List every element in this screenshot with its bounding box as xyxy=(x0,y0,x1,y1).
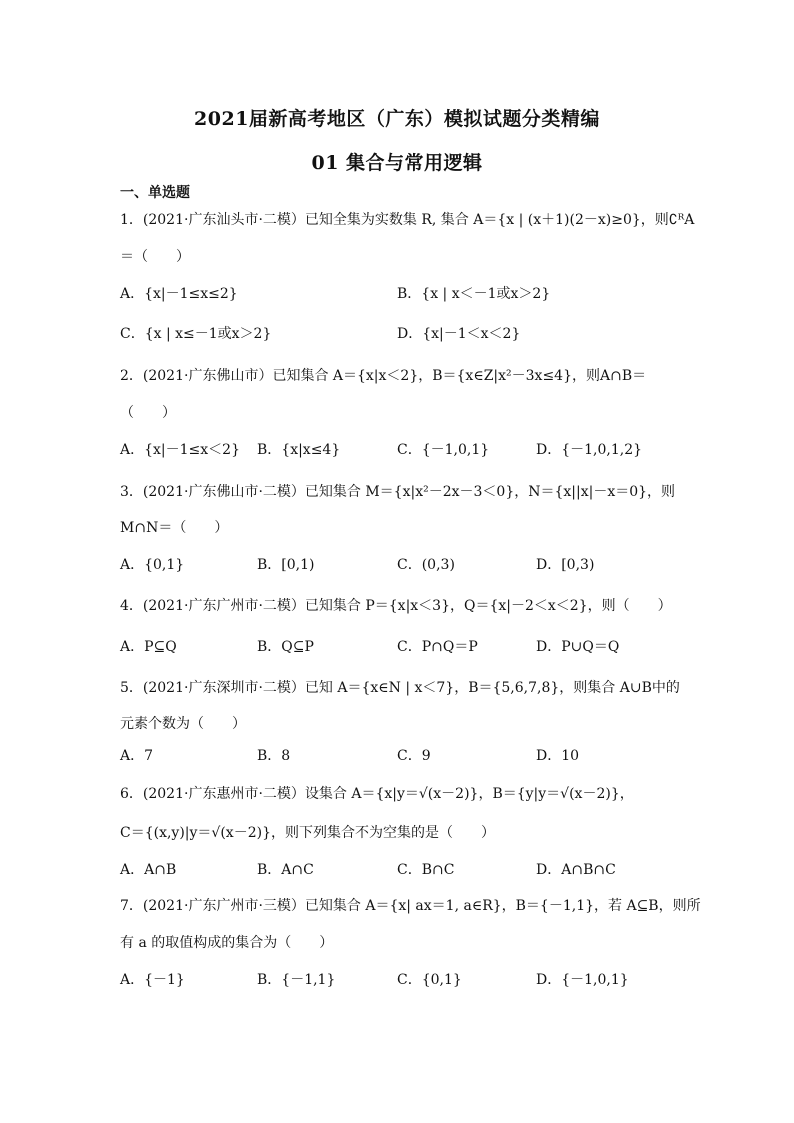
question-5-option-b: B．8 xyxy=(257,748,291,764)
question-2-option-a: A．{x|－1≤x＜2} xyxy=(120,442,240,458)
question-3-option-d: D．[0,3) xyxy=(536,557,595,573)
question-6-stem-cont: C＝{(x,y)|y＝√(x－2)}，则下列集合不为空集的是（ ） xyxy=(120,825,495,841)
question-2-option-b: B．{x|x≤4} xyxy=(257,442,341,458)
question-6-option-b: B．A∩C xyxy=(257,862,314,878)
question-3-option-a: A．{0,1} xyxy=(120,557,185,573)
question-2-option-d: D．{－1,0,1,2} xyxy=(536,442,643,458)
question-1-option-d: D．{x|－1＜x＜2} xyxy=(397,326,521,342)
question-6-stem: 6．(2021·广东惠州市·二模）设集合 A＝{x|y＝√(x－2)}，B＝{y|y＝√(x－2)}， xyxy=(120,786,634,802)
question-7-stem: 7．(2021·广东广州市·三模）已知集合 A＝{x| ax＝1, a∈R}，B＝{－1,1}，若 A⊆B，则所 xyxy=(120,898,701,914)
question-7-option-c: C．{0,1} xyxy=(397,972,462,988)
question-3-stem-cont: M∩N＝（ ） xyxy=(120,520,229,536)
section-heading: 一、单选题 xyxy=(120,185,190,201)
document-subtitle: 01 集合与常用逻辑 xyxy=(311,152,483,174)
question-2-stem: 2．(2021·广东佛山市）已知集合 A＝{x|x＜2}，B＝{x∈Z|x²－3x≤4}，则A∩B＝ xyxy=(120,368,647,384)
question-4-option-a: A．P⊆Q xyxy=(120,639,177,655)
question-5-option-c: C．9 xyxy=(397,748,431,764)
question-5-stem-cont: 元素个数为（ ） xyxy=(120,716,246,732)
question-6-option-d: D．A∩B∩C xyxy=(536,862,616,878)
question-5-stem: 5．(2021·广东深圳市·二模）已知 A＝{x∈N | x＜7}，B＝{5,6,7,8}，则集合 A∪B中的 xyxy=(120,680,680,696)
question-5-option-d: D．10 xyxy=(536,748,580,764)
question-7-option-d: D．{－1,0,1} xyxy=(536,972,629,988)
question-1-option-c: C．{x | x≤－1或x＞2} xyxy=(120,326,272,342)
question-1-stem-cont: ＝（ ） xyxy=(120,249,190,265)
question-1-option-b: B．{x | x＜－1或x＞2} xyxy=(397,286,551,302)
question-3-stem: 3．(2021·广东佛山市·二模）已知集合 M＝{x|x²－2x－3＜0}，N＝{x||x|－x＝0}，则 xyxy=(120,484,676,500)
question-6-option-a: A．A∩B xyxy=(120,862,177,878)
question-2-option-c: C．{－1,0,1} xyxy=(397,442,490,458)
question-4-option-b: B．Q⊆P xyxy=(257,639,314,655)
question-4-option-d: D．P∪Q＝Q xyxy=(536,639,620,655)
question-5-option-a: A．7 xyxy=(120,748,154,764)
question-6-option-c: C．B∩C xyxy=(397,862,455,878)
question-7-option-a: A．{－1} xyxy=(120,972,185,988)
question-3-option-c: C．(0,3) xyxy=(397,557,455,573)
question-1-stem: 1．(2021·广东汕头市·二模）已知全集为实数集 R, 集合 A＝{x | (x＋1)(2－x)≥0}，则∁ᴿA xyxy=(120,212,695,228)
question-4-option-c: C．P∩Q＝P xyxy=(397,639,478,655)
question-3-option-b: B．[0,1) xyxy=(257,557,315,573)
question-1-option-a: A．{x|－1≤x≤2} xyxy=(120,286,238,302)
question-4-stem: 4．(2021·广东广州市·二模）已知集合 P＝{x|x＜3}，Q＝{x|－2＜x＜2}，则（ ） xyxy=(120,598,672,614)
question-7-option-b: B．{－1,1} xyxy=(257,972,336,988)
question-7-stem-cont: 有 a 的取值构成的集合为（ ） xyxy=(120,935,334,951)
document-title: 2021届新高考地区（广东）模拟试题分类精编 xyxy=(194,108,600,130)
question-2-stem-cont: （ ） xyxy=(120,405,176,421)
